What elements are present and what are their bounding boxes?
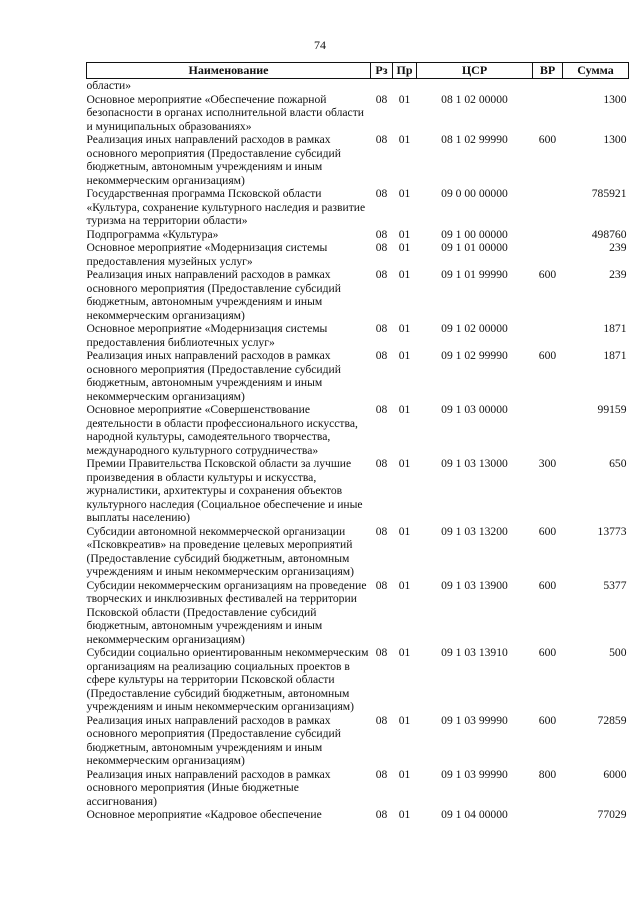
row-vr: 300: [538, 457, 557, 470]
table-row: [87, 457, 629, 525]
row-pr: 01: [398, 241, 411, 254]
row-sum: 13773: [597, 524, 627, 538]
row-csr: 09 1 02 99990: [441, 349, 508, 362]
row-rz: 08: [375, 322, 388, 335]
row-vr: [533, 322, 563, 349]
row-sum: 239: [609, 241, 627, 254]
row-sum: 72859: [597, 713, 627, 727]
row-vr: 600: [538, 578, 557, 592]
row-name: Основное мероприятие «Модернизация системы предоставления музейных услуг»: [86, 241, 328, 268]
header-rz: Рз: [371, 63, 393, 79]
row-pr: 01: [398, 322, 411, 335]
row-vr: [533, 93, 563, 134]
row-pr: 01: [398, 457, 411, 470]
row-name: Субсидии автономной некоммерческой организации «Псковкреатив» на проведение целевых мероприятий (Предоставление субсидий бюджетным, автономным учреждениям и иным некоммерческим организациям): [86, 524, 354, 578]
row-vr: 600: [538, 268, 557, 281]
row-name: области»: [86, 79, 132, 92]
row-csr: 09 1 02 00000: [441, 322, 508, 335]
row-csr: 09 1 00 00000: [441, 227, 508, 241]
row-sum: 77029: [597, 808, 627, 821]
row-name: Основное мероприятие «Кадровое обеспечение: [86, 808, 322, 821]
row-sum: 498760: [591, 227, 627, 241]
row-rz: 08: [375, 241, 388, 254]
row-pr: 01: [398, 403, 411, 416]
table-row: [87, 79, 629, 93]
table-row: [87, 322, 629, 349]
table-body: [87, 79, 629, 822]
row-csr: 09 1 03 99990: [441, 713, 508, 727]
row-csr: 09 1 03 00000: [441, 403, 508, 416]
row-pr: 01: [398, 268, 411, 281]
row-vr: [533, 241, 563, 268]
row-rz: [371, 79, 393, 93]
row-name: Реализация иных направлений расходов в рамках основного мероприятия (Иные бюджетные ассигнования): [86, 767, 331, 808]
header-pr: Пр: [393, 63, 417, 79]
table-row: [87, 93, 629, 134]
table-row: [87, 241, 629, 268]
table-row: [87, 187, 629, 228]
table-row: [87, 268, 629, 322]
row-name: Субсидии социально ориентированным некоммерческим организациям на реализацию социальных проектов в сфере культуры на территории Псковской области (Предоставление субсидий бюджетным, автономным учреждениям и иным некоммерческим организациям): [86, 646, 369, 713]
row-rz: 08: [375, 524, 388, 538]
table-row: [87, 808, 629, 822]
table-row: [87, 525, 629, 579]
row-vr: [533, 79, 563, 93]
row-vr: 800: [538, 767, 557, 781]
row-sum: 1300: [603, 92, 627, 106]
row-rz: 08: [375, 92, 388, 106]
row-sum: 1871: [603, 349, 627, 362]
table-row: [87, 714, 629, 768]
table-row: [87, 228, 629, 242]
row-csr: 09 1 04 00000: [441, 808, 508, 821]
row-sum: 99159: [597, 403, 627, 416]
row-pr: 01: [398, 767, 411, 781]
row-vr: [533, 403, 563, 457]
row-csr: 09 1 03 13200: [441, 524, 508, 538]
row-name: Премии Правительства Псковской области за лучшие произведения в области культуры и искусства, журналистики, архитектуры и сохранения объектов культурного наследия (Социальное обеспечение и иные выплаты населению): [86, 457, 363, 524]
row-pr: 01: [398, 808, 411, 821]
row-csr: 09 1 01 99990: [441, 268, 508, 281]
table-row: [87, 133, 629, 187]
table-header-row: [87, 63, 629, 79]
row-pr: 01: [398, 713, 411, 727]
header-name: Наименование: [87, 63, 371, 79]
row-name: Реализация иных направлений расходов в рамках основного мероприятия (Предоставление субсидий бюджетным, автономным учреждениям и иным некоммерческим организациям): [86, 713, 341, 767]
row-pr: 01: [398, 92, 411, 106]
row-rz: 08: [375, 767, 388, 781]
row-sum: 500: [609, 646, 627, 659]
row-name: Основное мероприятие «Обеспечение пожарной безопасности в органах исполнительной власти области и муниципальных образованиях»: [86, 92, 364, 133]
row-rz: 08: [375, 268, 388, 281]
row-pr: 01: [398, 227, 411, 241]
row-sum: 1300: [603, 133, 627, 146]
row-sum: 5377: [603, 578, 627, 592]
table-row: [87, 579, 629, 647]
row-name: Субсидии некоммерческим организациям на проведение творческих и инклюзивных фестивалей на территории Псковской области (Предоставление субсидий бюджетным, автономным учреждениям и иным некоммерческим организациям): [86, 578, 367, 646]
row-name: Основное мероприятие «Совершенствование деятельности в области профессионального искусства, народной культуры, самодеятельного творчества, международного культурного сотрудничества»: [86, 403, 358, 457]
budget-table: [86, 62, 629, 822]
row-rz: 08: [375, 457, 388, 470]
row-vr: [533, 808, 563, 822]
row-name: Реализация иных направлений расходов в рамках основного мероприятия (Предоставление субсидий бюджетным, автономным учреждениям и иным некоммерческим организациям): [86, 133, 341, 187]
row-vr: 600: [538, 349, 557, 362]
row-sum: 239: [609, 268, 627, 281]
header-vr: ВР: [533, 63, 563, 79]
row-vr: 600: [538, 133, 557, 146]
row-csr: [417, 79, 533, 93]
page-number: 74: [314, 38, 326, 52]
row-pr: 01: [398, 133, 411, 146]
row-rz: 08: [375, 808, 388, 821]
row-vr: [533, 187, 563, 228]
table-row: [87, 768, 629, 809]
row-pr: [393, 79, 417, 93]
row-rz: 08: [375, 349, 388, 362]
row-csr: 08 1 02 99990: [441, 133, 508, 146]
row-rz: 08: [375, 187, 388, 200]
table-row: [87, 349, 629, 403]
row-pr: 01: [398, 349, 411, 362]
row-rz: 08: [375, 133, 388, 146]
row-sum: 785921: [591, 187, 627, 200]
row-pr: 01: [398, 646, 411, 659]
row-rz: 08: [375, 646, 388, 659]
row-rz: 08: [375, 403, 388, 416]
row-name: Подпрограмма «Культура»: [86, 227, 219, 241]
row-name: Реализация иных направлений расходов в рамках основного мероприятия (Предоставление субсидий бюджетным, автономным учреждениям и иным некоммерческим организациям): [86, 349, 341, 403]
row-vr: 600: [538, 524, 557, 538]
row-name: Реализация иных направлений расходов в рамках основного мероприятия (Предоставление субсидий бюджетным, автономным учреждениям и иным некоммерческим организациям): [86, 268, 341, 322]
row-rz: 08: [375, 578, 388, 592]
row-name: Основное мероприятие «Модернизация системы предоставления библиотечных услуг»: [86, 322, 328, 349]
row-pr: 01: [398, 578, 411, 592]
row-sum: [563, 79, 629, 93]
header-sum: Сумма: [563, 63, 629, 79]
row-rz: 08: [375, 227, 388, 241]
row-name: Государственная программа Псковской области «Культура, сохранение культурного наследия и развитие туризма на территории области»: [86, 187, 366, 227]
row-csr: 09 1 03 13000: [441, 457, 508, 470]
row-pr: 01: [398, 187, 411, 200]
row-pr: 01: [398, 524, 411, 538]
row-sum: 650: [609, 457, 627, 470]
header-csr: ЦСР: [417, 63, 533, 79]
table-row: [87, 403, 629, 457]
row-csr: 09 1 03 13900: [441, 578, 508, 592]
row-csr: 09 1 03 13910: [441, 646, 508, 659]
row-vr: [533, 228, 563, 242]
row-csr: 09 1 03 99990: [441, 767, 508, 781]
row-sum: 1871: [603, 322, 627, 335]
row-csr: 08 1 02 00000: [441, 92, 508, 106]
row-csr: 09 0 00 00000: [441, 187, 508, 200]
row-vr: 600: [538, 646, 557, 659]
table-row: [87, 646, 629, 714]
row-sum: 6000: [603, 767, 627, 781]
row-csr: 09 1 01 00000: [441, 241, 508, 254]
row-vr: 600: [538, 713, 557, 727]
row-rz: 08: [375, 713, 388, 727]
